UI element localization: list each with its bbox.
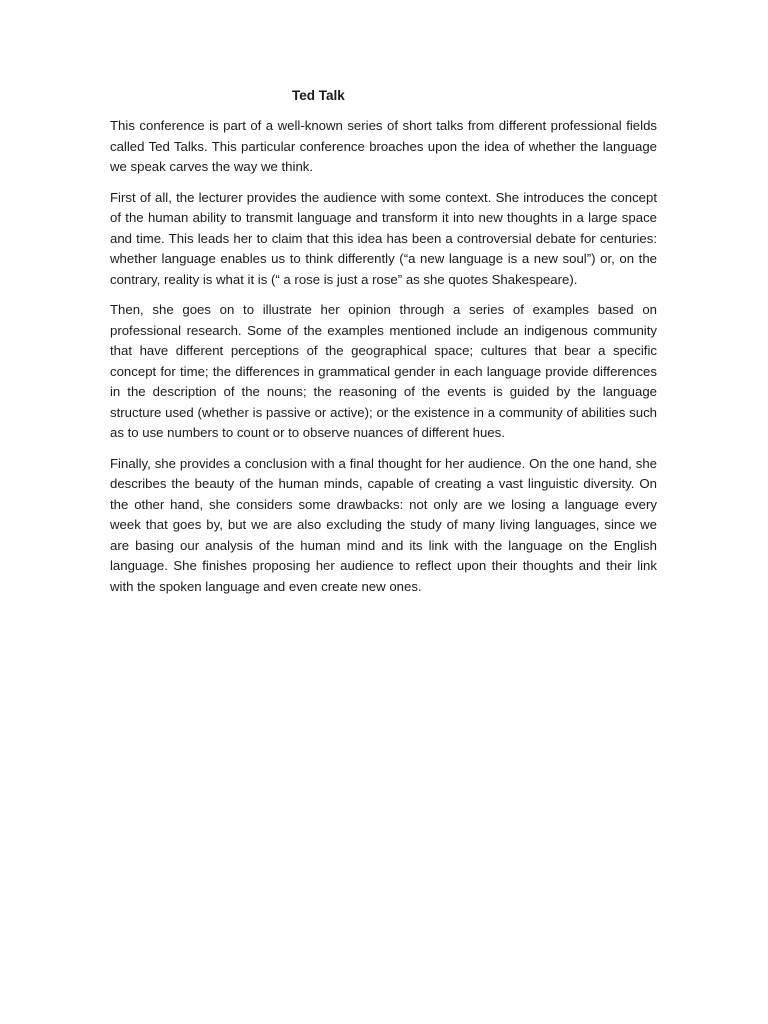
paragraph-introduction: This conference is part of a well-known series of short talks from different professional fields called Ted Talks. This particular conference broaches upon the idea of whether the language we speak carves the way we think. (110, 118, 657, 174)
paragraph-examples: Then, she goes on to illustrate her opinion through a series of examples based on professional research. Some of the examples mentioned include an indigenous community that have different perceptions of the geographical space; cultures that bear a specific concept for time; the differences in grammatical gender in each language provide differences in the description of the nouns; the reasoning of the events is guided by the language structure used (whether is passive or active); or the existence in a community of abilities such as to use numbers to count or to observe nuances of different hues. (110, 302, 657, 440)
document-body (110, 86, 657, 607)
paragraph-conclusion: Finally, she provides a conclusion with a final thought for her audience. On the one hand, she describes the beauty of the human minds, capable of creating a vast linguistic diversity. On the other hand, she considers some drawbacks: not only are we losing a language every week that goes by, but we are also excluding the study of many living languages, since we are basing our analysis of the human mind and its link with the language on the English language. She finishes proposing her audience to reflect upon their thoughts and their link with the spoken language and even create new ones. (110, 455, 657, 594)
paragraph-context: First of all, the lecturer provides the audience with some context. She introduces the concept of the human ability to transmit language and transform it into new thoughts in a large space and time. This leads her to claim that this idea has been a controversial debate for centuries: whether language enables us to think differently (“a new language is a new soul”) or, on the contrary, reality is what it is (“ a rose is just a rose” as she quotes Shakespeare). (110, 189, 657, 287)
document-title: Ted Talk (292, 88, 345, 103)
